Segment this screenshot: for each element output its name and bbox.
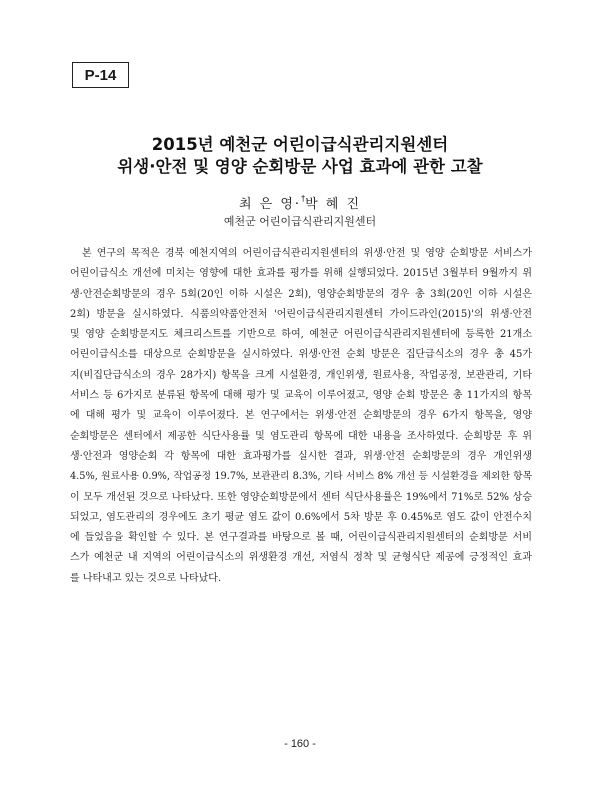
author-separator: · bbox=[294, 197, 302, 212]
poster-id-badge: P-14 bbox=[72, 62, 129, 88]
author-first: 최 은 영 bbox=[238, 197, 295, 212]
abstract-line: 어린이급식소를 대상으로 순회방문을 실시하였다. 위생·안전 순회 방문은 집단급식소의 경우 총 45가 bbox=[70, 349, 532, 361]
abstract-line: 순회방문은 센터에서 제공한 식단사용률 및 염도관리 항목에 대한 내용을 조사하였다. 순회방문 후 위 bbox=[70, 430, 532, 442]
title-line-1: 2015년 예천군 어린이급식관리지원센터 bbox=[151, 135, 449, 154]
affiliation: 예천군 어린이급식관리지원센터 bbox=[223, 215, 377, 228]
abstract-line: 서비스 등 6가지로 분류된 항목에 대해 평가 및 교육이 이루어졌고, 영양 순회 방문은 총 11가지의 항목 bbox=[70, 390, 532, 402]
abstract-line: 및 영양 순회방문지도 체크리스트를 기반으로 하여, 예천군 어린이급식관리지원센터에 등록한 21개소 bbox=[70, 329, 532, 341]
title-line-2: 위생·안전 및 영양 순회방문 사업 효과에 관한 고찰 bbox=[117, 157, 483, 176]
corresponding-author-mark: † bbox=[301, 193, 306, 203]
abstract-body bbox=[70, 244, 532, 589]
abstract-line: 4.5%, 원료사용 0.9%, 작업공정 19.7%, 보관관리 8.3%, 기타 서비스 8% 개선 등 시설환경을 제외한 항목 bbox=[70, 471, 532, 483]
abstract-line: 생·안전순회방문의 경우 5회(20인 이하 시설은 2회), 영양순회방문의 경우 총 3회(20인 이하 시설은 bbox=[70, 288, 532, 300]
abstract-line: 2회) 방문을 실시하였다. 식품의약품안전처 '어린이급식관리지원센터 가이드라인(2015)'의 위생·안전 bbox=[70, 308, 532, 320]
authors bbox=[0, 193, 600, 212]
abstract-line: 스가 예천군 내 지역의 어린이급식소의 위생환경 개선, 저염식 정착 및 균형식단 제공에 긍정적인 효과 bbox=[70, 552, 532, 564]
page-number: - 160 - bbox=[284, 738, 316, 750]
abstract-line: 지(비집단급식소의 경우 28가지) 항목을 크게 시설환경, 개인위생, 원료사용, 작업공정, 보관관리, 기타 bbox=[70, 369, 532, 381]
abstract-line: 되었고, 염도관리의 경우에도 초기 평균 염도 값이 0.6%에서 5차 방문 후 0.45%로 염도 값이 안전수치 bbox=[70, 511, 532, 523]
author-second: 박 혜 진 bbox=[305, 197, 362, 212]
abstract-line: 생·안전과 영양순회 각 항목에 대한 효과평가를 실시한 결과, 위생·안전 순회방문의 경우 개인위생 bbox=[70, 450, 532, 462]
abstract-line: 에 대해 평가 및 교육이 이루어졌다. 본 연구에서는 위생·안전 순회방문의 경우 6가지 항목을, 영양 bbox=[70, 410, 532, 422]
abstract-line: 본 연구의 목적은 경북 예천지역의 어린이급식관리지원센터의 위생·안전 및 영양 순회방문 서비스가 bbox=[82, 248, 532, 259]
abstract-line: 를 나타내고 있는 것으로 나타났다. bbox=[70, 572, 222, 584]
abstract-line: 어린이급식소 개선에 미치는 영향에 대한 효과를 평가를 위해 실행되었다. 2015년 3월부터 9월까지 위 bbox=[70, 268, 532, 280]
abstract-line: 이 모두 개선된 것으로 나타났다. 또한 영양순회방문에서 센터 식단사용률은 19%에서 71%로 52% 상승 bbox=[70, 491, 532, 503]
abstract-line: 에 들었음을 확인할 수 있다. 본 연구결과를 바탕으로 볼 때, 어린이급식관리지원센터의 순회방문 서비 bbox=[70, 532, 532, 544]
